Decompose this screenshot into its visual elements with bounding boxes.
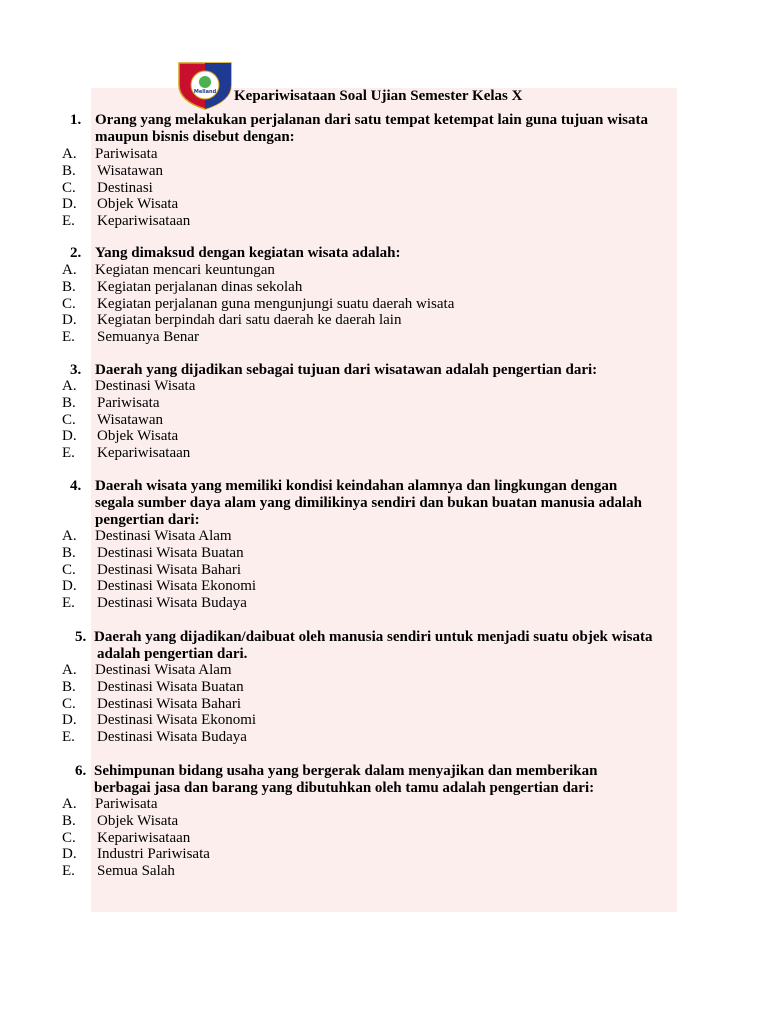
option-letter: A. [62,146,77,162]
question-number: 1. [70,112,82,128]
option-letter: C. [62,179,76,196]
option-letter: E. [62,329,75,346]
option-text: Destinasi Wisata Ekonomi [97,578,257,595]
question-text: adalah pengertian dari. [97,646,248,662]
option-letter: B. [62,544,76,561]
question-number: 6. [75,763,87,779]
question-text: maupun bisnis disebut dengan: [95,129,295,145]
option-text: Pariwisata [95,146,158,162]
option-letter: B. [62,678,76,695]
option-letter: C. [62,695,76,712]
option-letter: C. [62,829,76,846]
option-text: Kepariwisataan [97,829,191,846]
option-text: Kegiatan perjalanan guna mengunjungi suatu daerah wisata [97,295,455,312]
option-letter: B. [62,394,76,411]
option-text: Destinasi Wisata Alam [95,528,232,544]
option-letter: E. [62,729,75,746]
option-letter: E. [62,863,75,880]
option-text: Kegiatan mencari keuntungan [95,262,275,278]
option-text: Destinasi Wisata [95,378,196,394]
option-letter: D. [62,428,77,445]
question-text: pengertian dari: [95,512,200,528]
question-text: Daerah yang dijadikan sebagai tujuan dari wisatawan adalah pengertian dari: [95,362,598,378]
option-text: Destinasi Wisata Budaya [97,729,247,746]
option-text: Kepariwisataan [97,445,191,462]
option-letter: D. [62,578,77,595]
option-letter: E. [62,213,75,230]
question-text: segala sumber daya alam yang dimilikinya sendiri dan bukan buatan manusia adalah [95,495,642,511]
option-text: Semuanya Benar [97,329,200,346]
option-letter: E. [62,595,75,612]
option-letter: A. [62,796,77,812]
option-text: Destinasi [97,179,153,196]
option-letter: E. [62,445,75,462]
option-text: Semua Salah [97,863,175,880]
question-number: 3. [70,362,82,378]
option-letter: C. [62,295,76,312]
option-text: Wisatawan [97,411,164,428]
option-text: Destinasi Wisata Bahari [97,561,242,578]
option-letter: B. [62,812,76,829]
option-letter: A. [62,262,77,278]
option-letter: A. [62,528,77,544]
option-letter: B. [62,278,76,295]
option-letter: A. [62,662,77,678]
option-text: Destinasi Wisata Alam [95,662,232,678]
option-text: Kegiatan berpindah dari satu daerah ke daerah lain [97,312,402,329]
option-letter: C. [62,561,76,578]
svg-text:Melland: Melland [193,89,217,95]
question-number: 2. [70,245,82,261]
option-letter: B. [62,162,76,179]
option-text: Objek Wisata [97,812,179,829]
question-number: 4. [70,478,82,494]
option-letter: D. [62,196,77,213]
question-number: 5. [75,629,87,645]
option-letter: C. [62,411,76,428]
option-text: Pariwisata [95,796,158,812]
option-letter: A. [62,378,77,394]
option-text: Pariwisata [97,394,160,411]
option-letter: D. [62,712,77,729]
school-logo [177,61,233,111]
option-text: Destinasi Wisata Bahari [97,695,242,712]
question-text: berbagai jasa dan barang yang dibutuhkan oleh tamu adalah pengertian dari: [94,780,595,796]
question-text: Daerah yang dijadikan/daibuat oleh manusia sendiri untuk menjadi suatu objek wisata [94,629,653,645]
option-text: Industri Pariwisata [97,846,210,863]
option-text: Destinasi Wisata Ekonomi [97,712,257,729]
option-letter: D. [62,312,77,329]
page-title: Kepariwisataan Soal Ujian Semester Kelas X [234,88,523,104]
question-text: Yang dimaksud dengan kegiatan wisata adalah: [95,245,401,261]
option-text: Destinasi Wisata Buatan [97,678,244,695]
option-text: Wisatawan [97,162,164,179]
question-text: Daerah wisata yang memiliki kondisi keindahan alamnya dan lingkungan dengan [95,478,618,494]
option-text: Destinasi Wisata Budaya [97,595,247,612]
option-text: Objek Wisata [97,196,179,213]
option-text: Kepariwisataan [97,213,191,230]
option-text: Kegiatan perjalanan dinas sekolah [97,278,303,295]
question-text: Orang yang melakukan perjalanan dari satu tempat ketempat lain guna tujuan wisata [95,112,648,128]
option-text: Destinasi Wisata Buatan [97,544,244,561]
question-text: Sehimpunan bidang usaha yang bergerak dalam menyajikan dan memberikan [94,763,598,779]
option-letter: D. [62,846,77,863]
option-text: Objek Wisata [97,428,179,445]
